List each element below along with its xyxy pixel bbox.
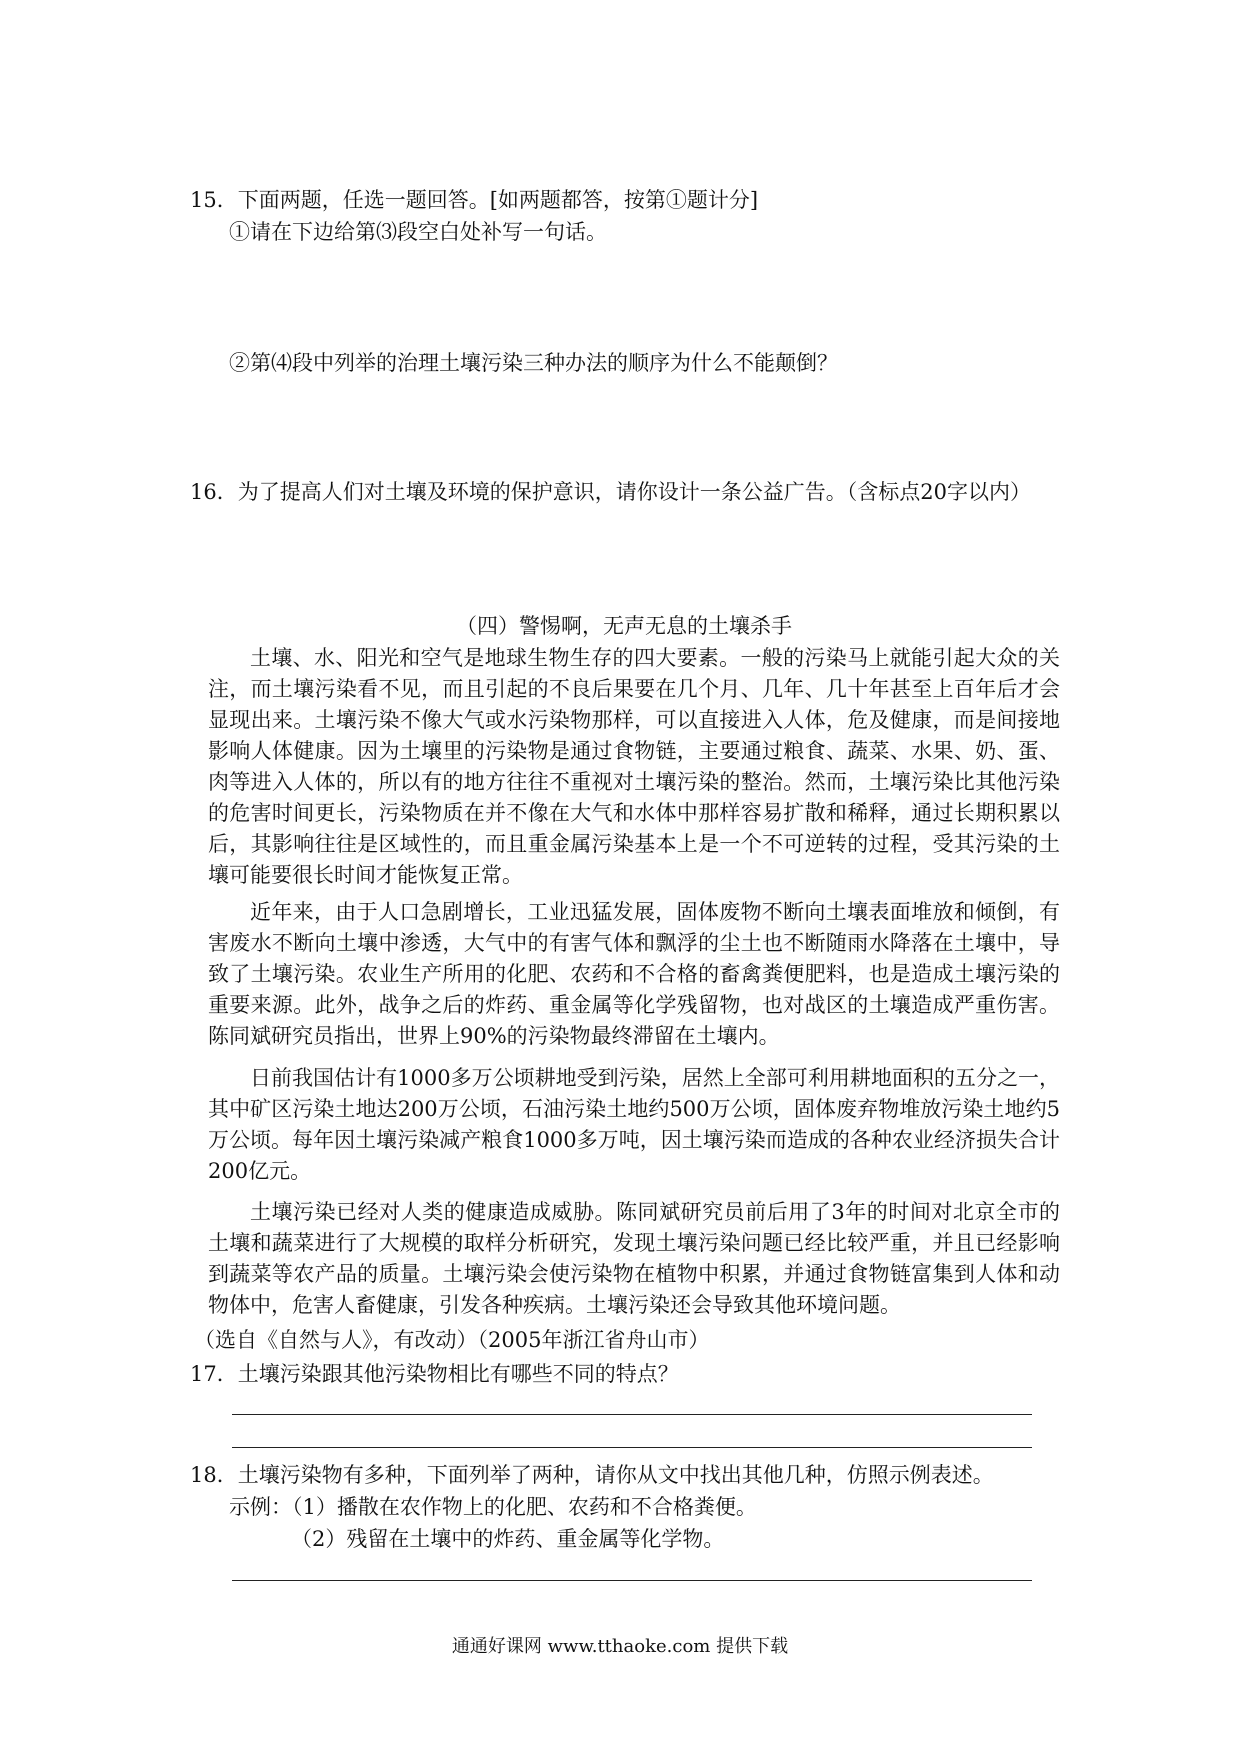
q17-answer-line-2[interactable] — [232, 1447, 1032, 1448]
passage-paragraph-4: 土壤污染已经对人类的健康造成威胁。陈同斌研究员前后用了3年的时间对北京全市的土壤和蔬菜进行了大规模的取样分析研究，发现土壤污染问题已经比较严重，并且已经影响到蔬菜等农产品的质量。土壤污染会使污染物在植物中积累，并通过食物链富集到人体和动物体中，危害人畜健康，引发各种疾病。土壤污染还会导致其他环境问题。 — [208, 1200, 1060, 1317]
q18-example-2: （2）残留在土壤中的炸药、重金属等化学物。 — [291, 1527, 725, 1551]
q17-answer-line-1[interactable] — [232, 1414, 1032, 1415]
passage-paragraph-2: 近年来，由于人口急剧增长，工业迅猛发展，固体废物不断向土壤表面堆放和倾倒，有害废水不断向土壤中渗透，大气中的有害气体和飘浮的尘土也不断随雨水降落在土壤中，导致了土壤污染。农业生产所用的化肥、农药和不合格的畜禽粪便肥料，也是造成土壤污染的重要来源。此外，战争之后的炸药、重金属等化学残留物，也对战区的土壤造成严重伤害。陈同斌研究员指出，世界上90%的污染物最终滞留在土壤内。 — [208, 900, 1060, 1048]
q18-answer-line[interactable] — [232, 1580, 1032, 1581]
q15-stem: 15．下面两题，任选一题回答。[如两题都答，按第①题计分] — [190, 188, 759, 212]
q18-stem: 18．土壤污染物有多种，下面列举了两种，请你从文中找出其他几种，仿照示例表述。 — [190, 1463, 994, 1487]
q17-stem: 17．土壤污染跟其他污染物相比有哪些不同的特点？ — [190, 1362, 679, 1386]
q18-example-1: 示例：（1）播散在农作物上的化肥、农药和不合格粪便。 — [229, 1495, 757, 1519]
passage-paragraph-3: 日前我国估计有1000多万公顷耕地受到污染，居然上全部可利用耕地面积的五分之一，其中矿区污染土地达200万公顷，石油污染土地约500万公顷，固体废弃物堆放污染土地约5万公顷。每年因土壤污染减产粮食1000多万吨，因土壤污染而造成的各种农业经济损失合计200亿元。 — [208, 1066, 1060, 1183]
page-footer: 通通好课网 www.tthaoke.com 提供下载 — [451, 1636, 789, 1657]
passage-title: （四）警惕啊，无声无息的土壤杀手 — [456, 614, 792, 638]
passage-paragraph-1: 土壤、水、阳光和空气是地球生物生存的四大要素。一般的污染马上就能引起大众的关注，而土壤污染看不见，而且引起的不良后果要在几个月、几年、几十年甚至上百年后才会显现出来。土壤污染不像大气或水污染物那样，可以直接进入人体，危及健康，而是间接地影响人体健康。因为土壤里的污染物是通过食物链，主要通过粮食、蔬菜、水果、奶、蛋、肉等进入人体的，所以有的地方往往不重视对土壤污染的整治。然而，土壤污染比其他污染的危害时间更长，污染物质在并不像在大气和水体中那样容易扩散和稀释，通过长期积累以后，其影响往往是区域性的，而且重金属污染基本上是一个不可逆转的过程，受其污染的土壤可能要很长时间才能恢复正常。 — [208, 646, 1060, 887]
q15-option-2: ②第⑷段中列举的治理土壤污染三种办法的顺序为什么不能颠倒？ — [229, 351, 838, 375]
passage-source: （选自《自然与人》，有改动）（2005年浙江省舟山市） — [194, 1328, 710, 1352]
q16-stem: 16．为了提高人们对土壤及环境的保护意识，请你设计一条公益广告。（含标点20字以内） — [190, 480, 1031, 504]
q15-option-1: ①请在下边给第⑶段空白处补写一句话。 — [229, 220, 607, 244]
